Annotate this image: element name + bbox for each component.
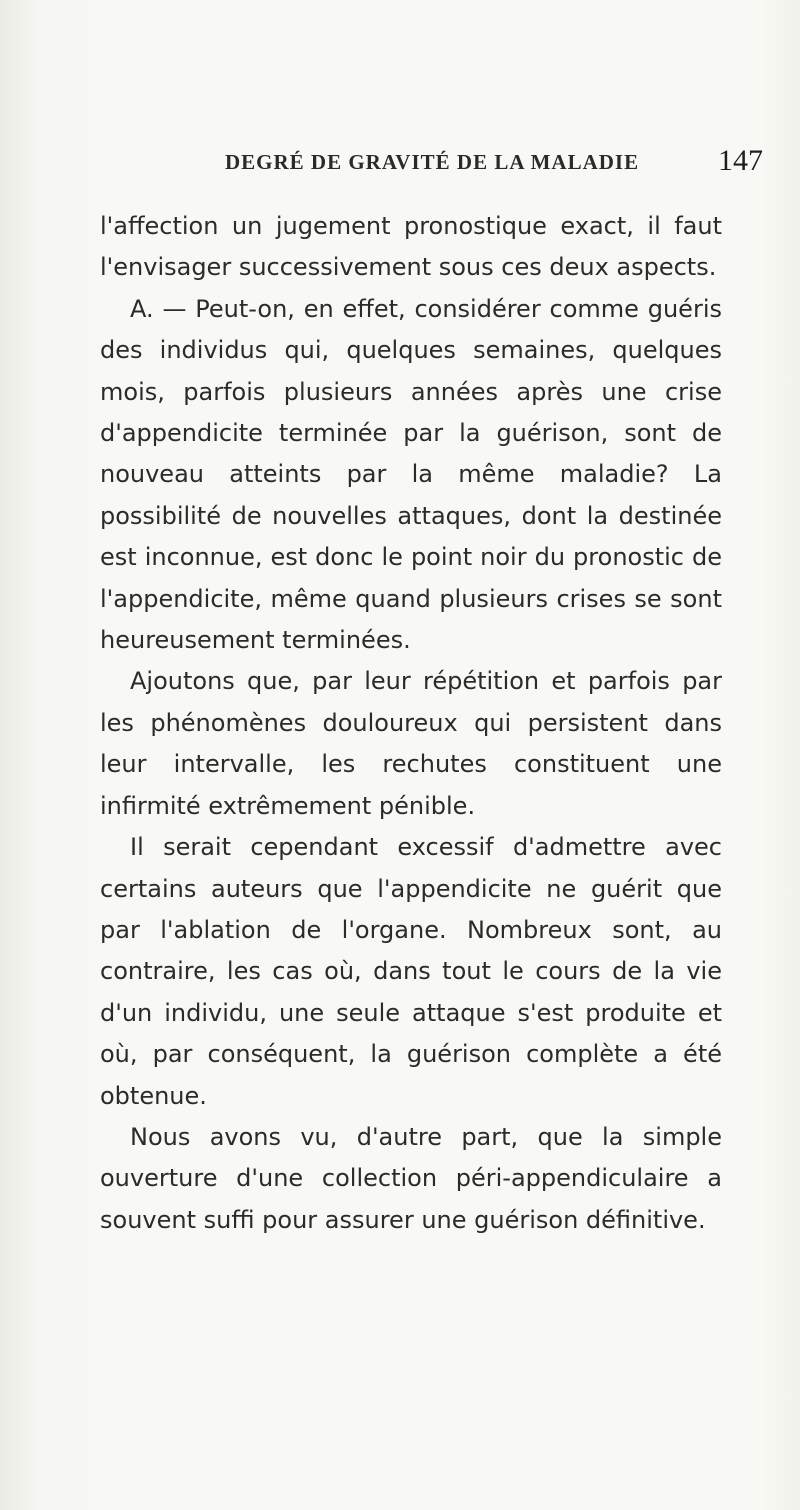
paragraph-section-a: A. — Peut-on, en effet, considérer comme guéris des individus qui, quelques semaines, quelques mois, parfois plusieurs années après une crise d'appendicite terminée par la guérison, sont de nouveau atteints par la même maladie? La possibilité de nouvelles attaques, dont la destinée est inconnue, est donc le point noir du pronostic de l'appendicite, même quand plusieurs crises se sont heureusement terminées. — [100, 294, 722, 655]
running-title: DEGRÉ DE GRAVITÉ DE LA MALADIE — [225, 150, 640, 174]
page-number: 147 — [718, 144, 763, 177]
body-text — [100, 206, 722, 1241]
paragraph-ouverture: Nous avons vu, d'autre part, que la simple ouverture d'une collection péri-appendiculaire a souvent suffi pour assurer une guérison définitive. — [100, 1122, 722, 1234]
paragraph-ablation: Il serait cependant excessif d'admettre avec certains auteurs que l'appendicite ne guérit que par l'ablation de l'organe. Nombreux sont, au contraire, les cas où, dans tout le cours de la vie d'un individu, une seule attaque s'est produite et où, par conséquent, la guérison complète a été obtenue. — [100, 833, 722, 1110]
running-header — [0, 144, 800, 190]
paragraph-continuation: l'affection un jugement pronostique exact, il faut l'envisager successivement sous ces deux aspects. — [100, 212, 722, 282]
paragraph-rechutes: Ajoutons que, par leur répétition et parfois par les phénomènes douloureux qui persistent dans leur intervalle, les rechutes constituent une infirmité extrêmement pénible. — [100, 667, 722, 820]
